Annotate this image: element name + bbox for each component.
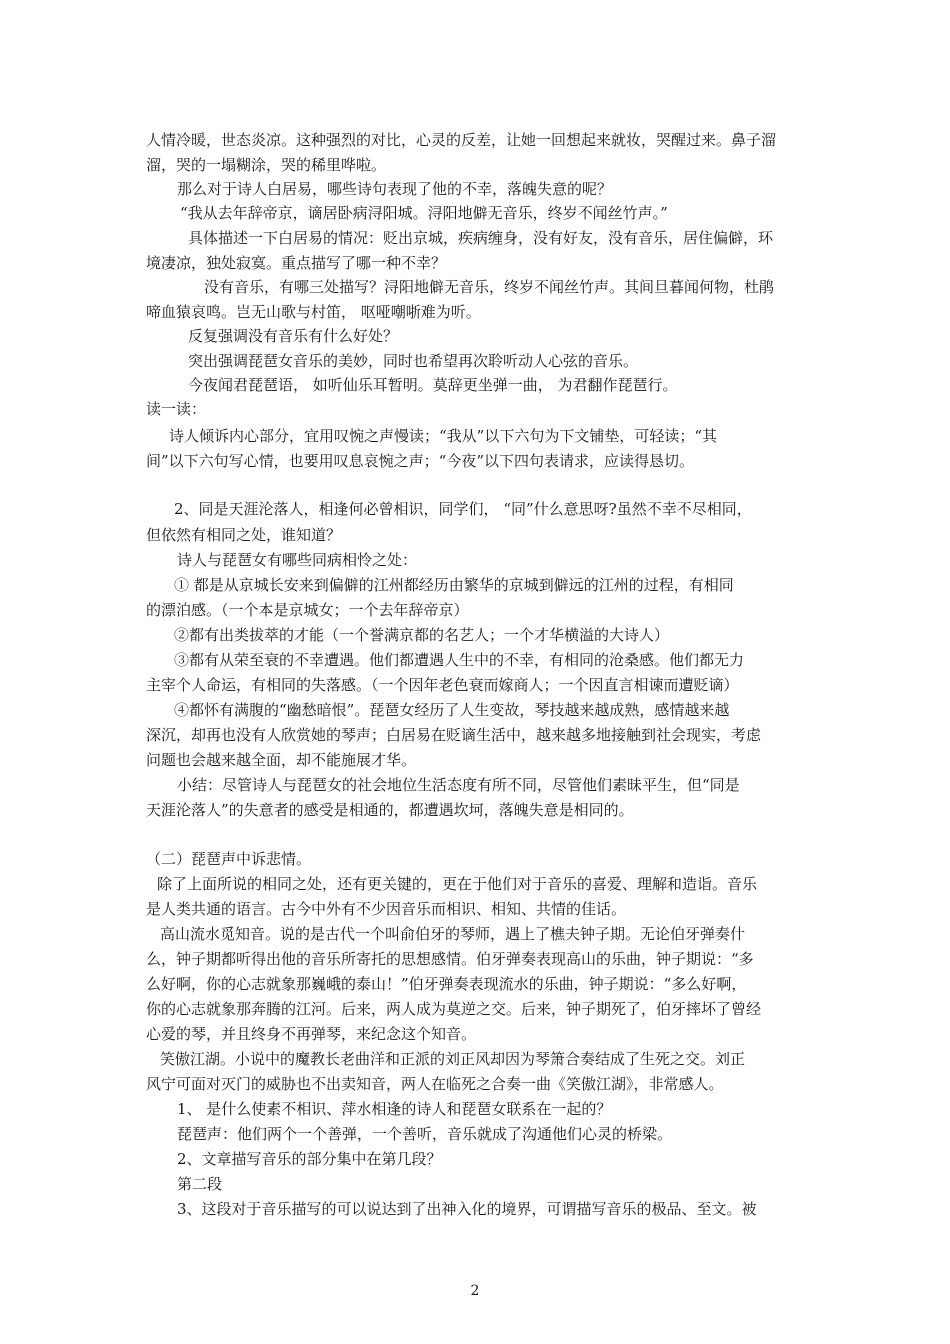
body-line: 天涯沦落人”的失意者的感受是相通的，都遭遇坎坷，落魄失意是相同的。 — [146, 801, 634, 819]
section-heading: （二）琵琶声中诉悲情。 — [146, 850, 312, 868]
body-line: 境凄凉，独处寂寞。重点描写了哪一种不幸？ — [146, 254, 447, 272]
body-line: 除了上面所说的相同之处，还有更关键的，更在于他们对于音乐的喜爱、理解和造诣。音乐 — [157, 875, 758, 893]
answer-line: 琵琶声：他们两个一个善弹，一个善听，音乐就成了沟通他们心灵的桥梁。 — [177, 1125, 673, 1143]
body-line: 主宰个人命运，有相同的失落感。（一个因年老色衰而嫁商人；一个因直言相谏而遭贬谪） — [146, 676, 739, 694]
body-line: 突出强调琵琶女音乐的美妙，同时也希望再次聆听动人心弦的音乐。 — [188, 352, 639, 370]
list-item: ③都有从荣至衰的不幸遭遇。他们都遭遇人生中的不幸，有相同的沧桑感。他们都无力 — [174, 651, 745, 669]
body-line: 么好啊，你的心志就象那巍峨的泰山！”伯牙弹奏表现流水的乐曲，钟子期说：“多么好啊， — [146, 975, 747, 993]
body-line: 间”以下六句写心情，也要用叹息哀惋之声；“今夜”以下四句表请求，应读得恳切。 — [146, 452, 695, 470]
body-line: 那么对于诗人白居易，哪些诗句表现了他的不幸，落魄失意的呢？ — [177, 180, 613, 198]
body-line: 人情冷暖，世态炎凉。这种强烈的对比，心灵的反差，让她一回想起来就妆，哭醒过来。鼻子溜 — [146, 131, 777, 149]
body-line: 但依然有相同之处，谁知道？ — [146, 526, 342, 544]
body-line: 啼血猿哀鸣。岂无山歌与村笛， 呕哑嘲哳难为听。 — [146, 303, 481, 321]
question-line: 3、这段对于音乐描写的可以说达到了出神入化的境界，可谓描写音乐的极品、至文。被 — [177, 1200, 757, 1218]
body-line: 的漂泊感。（一个本是京城女；一个去年辞帝京） — [146, 601, 469, 619]
body-line: 问题也会越来越全面，却不能施展才华。 — [146, 751, 417, 769]
question-line: 1、 是什么使素不相识、萍水相逢的诗人和琵琶女联系在一起的？ — [177, 1100, 612, 1118]
body-line: 么，钟子期都听得出他的音乐所寄托的思想感情。伯牙弹奏表现高山的乐曲，钟子期说：“多 — [146, 950, 754, 968]
body-line: 溜，哭的一塌糊涂，哭的稀里哗啦。 — [146, 156, 387, 174]
section-label: 读一读： — [146, 400, 207, 418]
body-line: 笑傲江湖。小说中的魔教长老曲洋和正派的刘正风却因为琴箫合奏结成了生死之交。刘正 — [160, 1050, 746, 1068]
summary-line: 小结：尽管诗人与琵琶女的社会地位生活态度有所不同，尽管他们素昧平生，但“同是 — [177, 776, 740, 794]
question-heading: 2、同是天涯沦落人，相逢何必曾相识，同学们， “同”什么意思呀?虽然不幸不尽相同， — [174, 500, 752, 518]
body-line: 是人类共通的语言。古今中外有不少因音乐而相识、相知、共情的佳话。 — [146, 900, 627, 918]
body-line: 反复强调没有音乐有什么好处？ — [188, 327, 399, 345]
body-line: 没有音乐，有哪三处描写？浔阳地僻无音乐，终岁不闻丝竹声。其间旦暮闻何物，杜鹃 — [204, 278, 775, 296]
body-line: 诗人倾诉内心部分，宜用叹惋之声慢读；“我从”以下六句为下文铺垫，可轻读；“其 — [169, 427, 718, 445]
list-item: ②都有出类拔萃的才能（一个誉满京都的名艺人；一个才华横溢的大诗人） — [174, 626, 670, 644]
body-line: 心爱的琴，并且终身不再弹琴，来纪念这个知音。 — [146, 1025, 477, 1043]
body-line: 具体描述一下白居易的情况：贬出京城，疾病缠身，没有好友，没有音乐，居住偏僻，环 — [188, 229, 774, 247]
body-line: 今夜闻君琵琶语， 如听仙乐耳暂明。莫辞更坐弹一曲， 为君翻作琵琶行。 — [188, 376, 678, 394]
page-number: 2 — [470, 1283, 480, 1299]
body-line: 深沉，却再也没有人欣赏她的琴声；白居易在贬谪生活中，越来越多地接触到社会现实，考虑 — [146, 726, 762, 744]
list-item: ① 都是从京城长安来到偏僻的江州都经历由繁华的京城到僻远的江州的过程，有相同 — [174, 576, 734, 594]
answer-line: 第二段 — [177, 1175, 223, 1193]
list-item: ④都怀有满腹的“幽愁暗恨”。琵琶女经历了人生变故，琴技越来越成熟，感情越来越 — [174, 701, 730, 719]
body-line: 风宁可面对灭门的威胁也不出卖知音，两人在临死之合奏一曲《笑傲江湖》，非常感人。 — [146, 1075, 724, 1093]
body-line: 高山流水觅知音。说的是古代一个叫俞伯牙的琴师，遇上了樵夫钟子期。无论伯牙弹奏什 — [160, 925, 746, 943]
body-line: 你的心志就象那奔腾的江河。后来，两人成为莫逆之交。后来，钟子期死了，伯牙摔坏了曾经 — [146, 1000, 762, 1018]
question-line: 2、文章描写音乐的部分集中在第几段？ — [177, 1150, 442, 1168]
body-line: 诗人与琵琶女有哪些同病相怜之处： — [177, 551, 418, 569]
body-line: “我从去年辞帝京，谪居卧病浔阳城。浔阳地僻无音乐，终岁不闻丝竹声。” — [180, 204, 668, 222]
